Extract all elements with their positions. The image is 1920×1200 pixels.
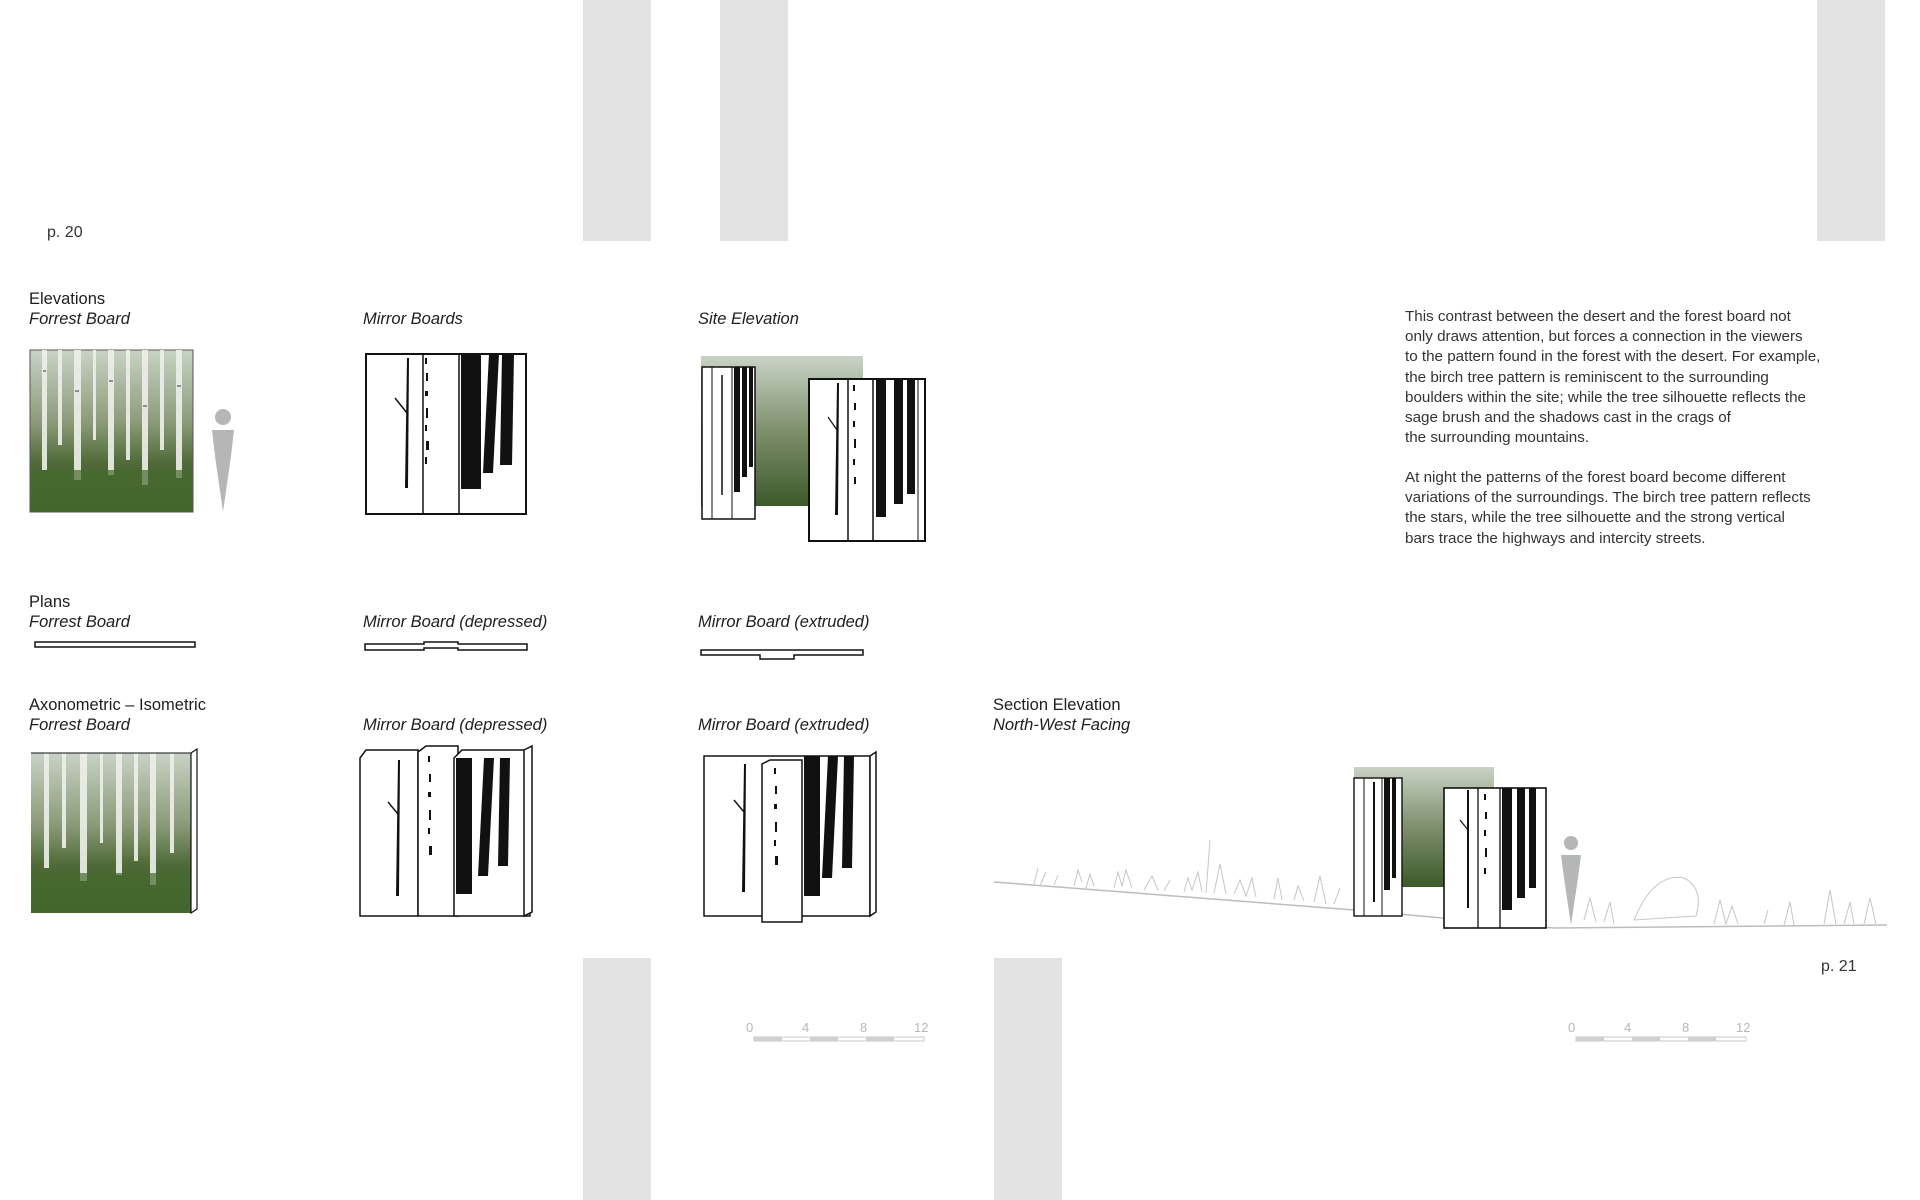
section-elevation-drawing xyxy=(994,760,1887,930)
text-line: bars trace the highways and intercity streets. xyxy=(1405,529,1706,547)
plan-forrest-board-label: Forrest Board xyxy=(29,613,130,631)
text-line: the stars, while the tree silhouette and the strong vertical xyxy=(1405,509,1785,527)
plan-mirror-depressed xyxy=(364,641,528,653)
site-elevation-label: Site Elevation xyxy=(698,310,799,328)
text-line: variations of the surroundings. The birch tree pattern reflects xyxy=(1405,489,1811,507)
text-line: At night the patterns of the forest board become different xyxy=(1405,469,1786,486)
plans-heading: Plans xyxy=(29,593,71,611)
axo-mirror-depressed xyxy=(358,746,536,922)
scale-tick-8: 8 xyxy=(1682,1020,1690,1035)
axo-mirror-extruded-label: Mirror Board (extruded) xyxy=(698,716,870,734)
text-line: the birch tree pattern is reminiscent to the surrounding xyxy=(1405,368,1769,386)
decorative-band xyxy=(583,958,651,1200)
scale-bar-left xyxy=(744,1021,928,1043)
site-elevation-drawing xyxy=(700,355,930,545)
human-scale-figure xyxy=(207,408,241,514)
scale-bar-right xyxy=(1566,1021,1750,1043)
section-elevation-heading: Section Elevation xyxy=(993,696,1121,714)
page-number-left: p. 20 xyxy=(47,224,83,241)
decorative-band xyxy=(720,0,788,241)
text-line: This contrast between the desert and the forest board not xyxy=(1405,308,1791,325)
plan-mirror-extruded-label: Mirror Board (extruded) xyxy=(698,613,870,631)
scale-tick-12: 12 xyxy=(914,1020,929,1035)
scale-tick-4: 4 xyxy=(802,1020,810,1035)
text-line: to the pattern found in the forest with the desert. For example, xyxy=(1405,348,1821,366)
decorative-band xyxy=(583,0,651,241)
plan-mirror-extruded xyxy=(700,648,864,662)
axonometric-heading: Axonometric – Isometric xyxy=(29,696,206,714)
page-number-right: p. 21 xyxy=(1821,958,1857,975)
axo-mirror-depressed-label: Mirror Board (depressed) xyxy=(363,716,548,734)
elevation-forrest-board-label: Forrest Board xyxy=(29,310,130,328)
text-line: boulders within the site; while the tree silhouette reflects the xyxy=(1405,388,1807,406)
forest-board-photo xyxy=(30,350,193,512)
axo-mirror-extruded xyxy=(702,752,878,924)
decorative-band xyxy=(994,958,1062,1200)
axo-forest-board-photo xyxy=(30,748,200,916)
text-line: only draws attention, but forces a connection in the viewers xyxy=(1405,328,1803,346)
description-paragraph-1 xyxy=(1405,307,1820,448)
mirror-boards-elevation xyxy=(365,353,528,515)
description-paragraph-2 xyxy=(1405,468,1811,549)
scale-tick-4: 4 xyxy=(1624,1020,1632,1035)
plan-forrest-board xyxy=(34,640,196,650)
axo-forrest-board-label: Forrest Board xyxy=(29,716,130,734)
decorative-band xyxy=(1817,0,1885,241)
text-line: the surrounding mountains. xyxy=(1405,429,1590,447)
plan-mirror-depressed-label: Mirror Board (depressed) xyxy=(363,613,548,631)
scale-tick-0: 0 xyxy=(746,1020,754,1035)
scale-tick-0: 0 xyxy=(1568,1020,1576,1035)
scale-tick-8: 8 xyxy=(860,1020,868,1035)
elevations-heading: Elevations xyxy=(29,290,106,308)
section-elevation-subheading: North-West Facing xyxy=(993,716,1131,734)
elevation-mirror-boards-label: Mirror Boards xyxy=(363,310,463,328)
scale-tick-12: 12 xyxy=(1736,1020,1751,1035)
text-line: sage brush and the shadows cast in the crags of xyxy=(1405,409,1731,427)
